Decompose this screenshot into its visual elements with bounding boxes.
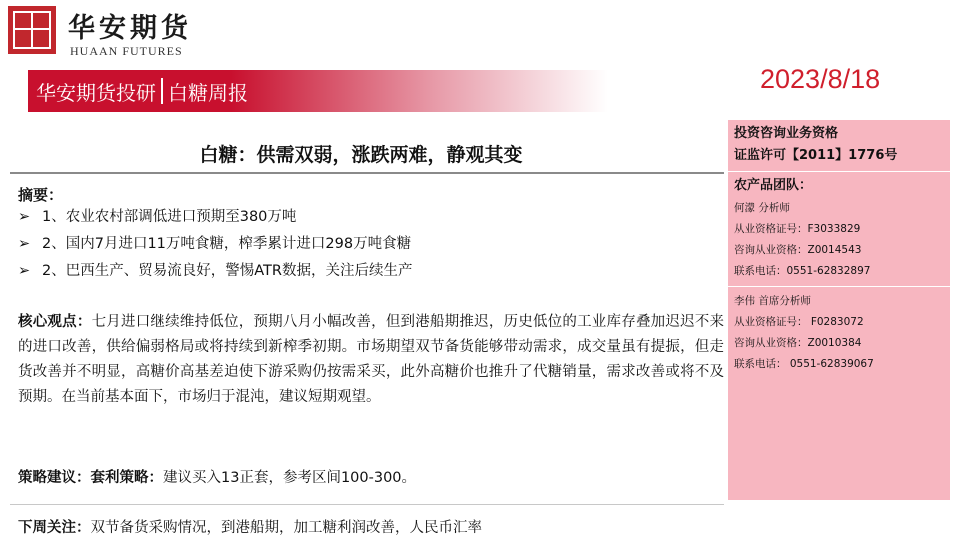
- analyst-phone: 联系电话： 0551-62839067: [734, 358, 874, 370]
- logo-english-name: HUAAN FUTURES: [70, 44, 183, 58]
- list-item: [18, 206, 412, 233]
- banner-company: 华安期货投研: [36, 80, 156, 105]
- analyst-phone: 联系电话：0551-62832897: [734, 265, 871, 277]
- summary-item-text: 2、国内7月进口11万吨食糖，榨季累计进口298万吨食糖: [42, 236, 412, 252]
- page-title: 白糖：供需双弱，涨跌两难，静观其变: [199, 144, 523, 166]
- core-view-text: 七月进口继续维持低位，预期八月小幅改善，但到港船期推迟，历史低位的工业库存叠加迟迟不来的进口改善，供给偏弱格局或将持续到新榨季初期。市场期望双节备货能够带动需求，成交量虽有提振，但走货改善并不明显，高糖价高基差迫使下游采购仍按需采买，此外高糖价也推升了代糖销量，需求改善或将不及预期。在当前基本面下，市场归于混沌，建议短期观望。: [18, 314, 725, 405]
- list-item: [18, 260, 412, 287]
- sidebar-divider: [728, 171, 950, 172]
- strategy-label: 策略建议：: [18, 470, 91, 486]
- banner-report-name: 白糖周报: [168, 80, 248, 105]
- analyst-sidebar: [728, 120, 950, 500]
- team-label: 农产品团队：: [734, 178, 813, 193]
- summary-list: [18, 206, 412, 287]
- strategy-advice: [18, 466, 416, 487]
- analyst-license: 从业资格证号：F3033829: [734, 223, 861, 235]
- arbitrage-label: 套利策略：: [90, 470, 163, 486]
- arrow-bullet-icon: ➢: [18, 263, 31, 279]
- summary-item-text: 1、农业农村部调低进口预期至380万吨: [42, 209, 297, 225]
- banner-separator: [161, 78, 163, 104]
- license-line: 证监许可【2011】1776号: [734, 148, 898, 163]
- core-view-label: 核心观点：: [18, 314, 92, 330]
- summary-label: 摘要：: [18, 186, 64, 204]
- header-banner: [28, 70, 608, 112]
- sidebar-divider: [728, 286, 950, 287]
- title-divider: [10, 172, 724, 174]
- analyst-consult-license: 咨询从业资格：Z0014543: [734, 244, 862, 256]
- strategy-text: 建议买入13正套，参考区间100-300。: [163, 470, 417, 486]
- logo-chinese-name: 华安期货: [68, 13, 192, 44]
- summary-item-text: 2、巴西生产、贸易流良好，警惕ATR数据，关注后续生产: [42, 263, 413, 279]
- seal-icon: [8, 6, 56, 54]
- analyst-consult-license: 咨询从业资格：Z0010384: [734, 337, 862, 349]
- report-date: 2023/8/18: [760, 64, 881, 94]
- next-week-focus: [18, 516, 482, 537]
- bottom-divider: [10, 504, 724, 505]
- qualification-line: 投资咨询业务资格: [734, 126, 839, 141]
- arrow-bullet-icon: ➢: [18, 209, 31, 225]
- next-week-label: 下周关注：: [18, 520, 91, 536]
- arrow-bullet-icon: ➢: [18, 236, 31, 252]
- list-item: [18, 233, 412, 260]
- next-week-text: 双节备货采购情况，到港船期，加工糖利润改善，人民币汇率: [90, 520, 482, 536]
- analyst-name: 李伟 首席分析师: [734, 295, 811, 307]
- company-logo: [8, 6, 198, 58]
- analyst-name: 何濛 分析师: [734, 202, 790, 214]
- core-view: [18, 310, 724, 410]
- analyst-license: 从业资格证号： F0283072: [734, 316, 864, 328]
